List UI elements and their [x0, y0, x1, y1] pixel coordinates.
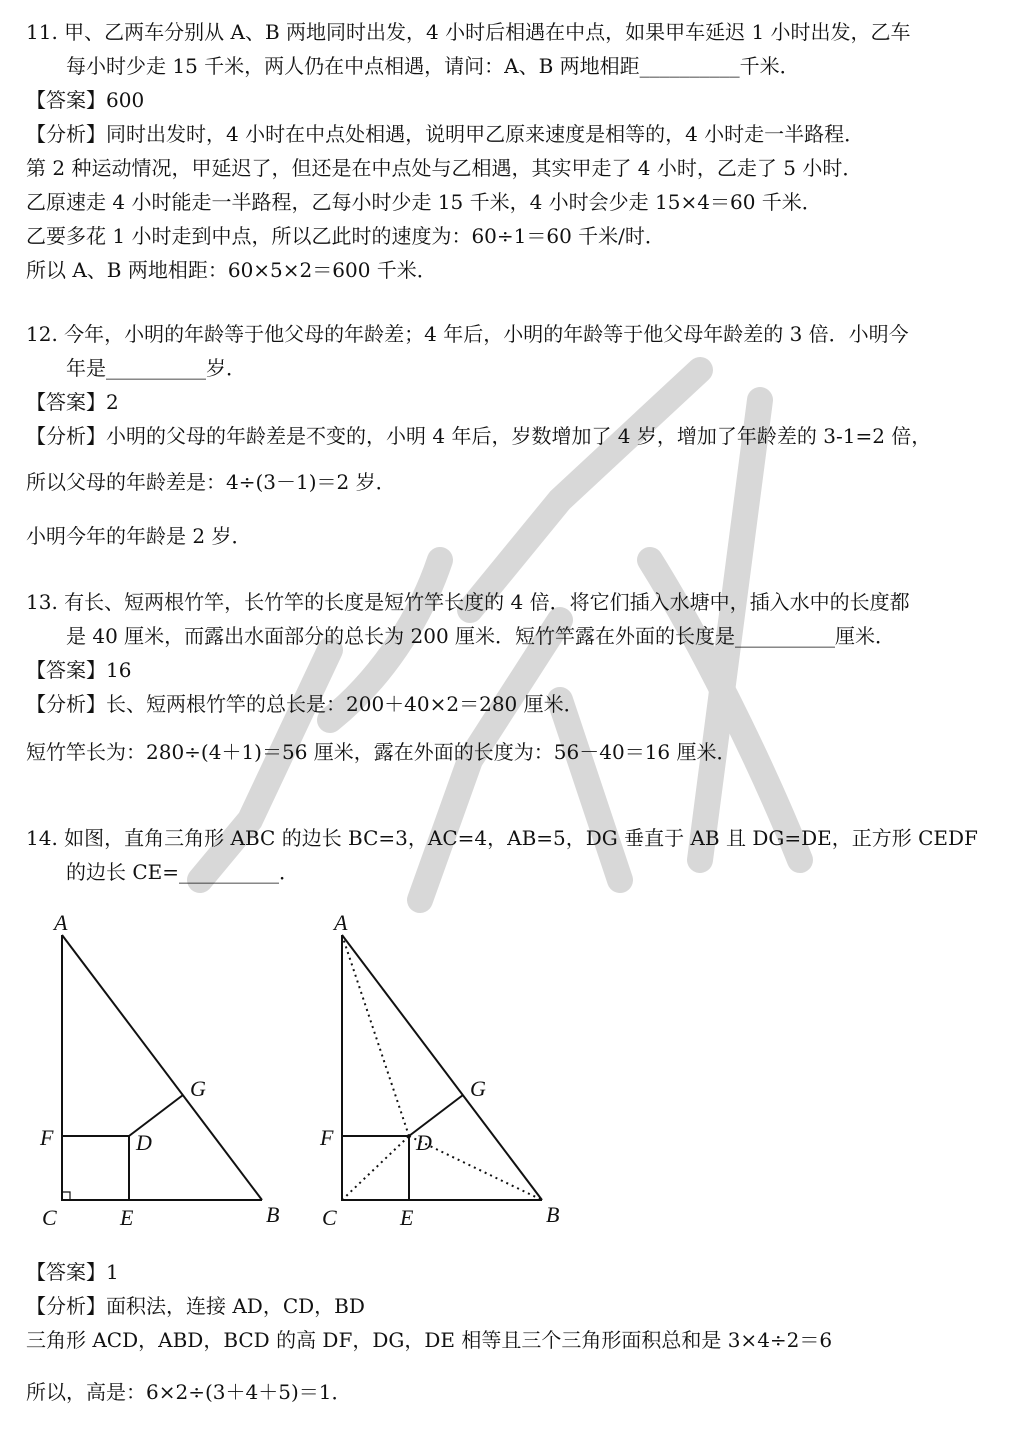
fig1-label-d: D — [136, 1130, 152, 1155]
p11-analysis-line1: 【分析】同时出发时，4 小时在中点处相遇，说明甲乙原来速度是相等的，4 小时走一半路程． — [26, 122, 865, 146]
fig2-label-g: G — [470, 1076, 486, 1101]
p14-question-line1: 14. 如图，直角三角形 ABC 的边长 BC=3，AC=4，AB=5，DG 垂直于 AB 且 DG=DE，正方形 CEDF — [26, 826, 978, 850]
p12-analysis-line1: 【分析】小明的父母的年龄差是不变的，小明 4 年后，岁数增加了 4 岁，增加了年龄差的 3-1=2 倍， — [26, 424, 932, 448]
p12-analysis-line2: 所以父母的年龄差是：4÷(3－1)＝2 岁． — [26, 470, 396, 494]
p12-question-line2: 年是__________岁． — [66, 356, 246, 380]
fig2-label-e: E — [400, 1205, 414, 1230]
fig2-dotted-cd — [342, 1136, 409, 1200]
p14-question-line2: 的边长 CE=__________． — [66, 860, 300, 884]
figure-1 — [20, 900, 320, 1240]
p11-analysis-line4: 乙要多花 1 小时走到中点，所以乙此时的速度为：60÷1＝60 千米/时． — [26, 224, 665, 248]
fig1-label-a: A — [54, 910, 68, 935]
fig2-label-c: C — [322, 1205, 337, 1230]
fig2-side-ab — [342, 935, 542, 1200]
fig1-side-ab — [62, 935, 262, 1200]
fig2-label-d: D — [416, 1130, 432, 1155]
p11-question-line2: 每小时少走 15 千米，两人仍在中点相遇，请问：A、B 两地相距__________千米． — [66, 54, 800, 78]
fig1-right-angle-mark — [62, 1192, 70, 1200]
fig1-label-b: B — [266, 1202, 280, 1227]
fig1-label-c: C — [42, 1205, 57, 1230]
fig2-label-a: A — [334, 910, 348, 935]
p12-question-line1: 12. 今年，小明的年龄等于他父母的年龄差；4 年后，小明的年龄等于他父母年龄差的 3 倍．小明今 — [26, 322, 909, 346]
p11-analysis-line2: 第 2 种运动情况，甲延迟了，但还是在中点处与乙相遇，其实甲走了 4 小时，乙走了 5 小时． — [26, 156, 863, 180]
p11-answer: 【答案】600 — [26, 88, 145, 112]
p11-question-line1: 11. 甲、乙两车分别从 A、B 两地同时出发，4 小时后相遇在中点，如果甲车延迟 1 小时出发，乙车 — [26, 20, 911, 44]
fig1-square-cedf — [62, 1136, 129, 1200]
p11-analysis-line5: 所以 A、B 两地相距：60×5×2＝600 千米． — [26, 258, 437, 282]
fig1-label-f: F — [40, 1125, 54, 1150]
p12-analysis-line3: 小明今年的年龄是 2 岁． — [26, 524, 252, 548]
fig1-label-g: G — [190, 1076, 206, 1101]
fig2-label-f: F — [320, 1125, 334, 1150]
p13-question-line1: 13. 有长、短两根竹竿，长竹竿的长度是短竹竿长度的 4 倍．将它们插入水塘中，插入水中的长度都 — [26, 590, 910, 614]
p14-analysis-line1: 【分析】面积法，连接 AD，CD，BD — [26, 1294, 365, 1318]
fig2-dotted-ad — [342, 935, 409, 1136]
fig2-label-b: B — [546, 1202, 560, 1227]
p13-answer: 【答案】16 — [26, 658, 132, 682]
fig1-label-e: E — [120, 1205, 134, 1230]
p14-analysis-line2: 三角形 ACD，ABD，BCD 的高 DF，DG，DE 相等且三个三角形面积总和是 3×4÷2＝6 — [26, 1328, 833, 1352]
p12-answer: 【答案】2 — [26, 390, 119, 414]
p14-analysis-line3: 所以，高是：6×2÷(3＋4＋5)＝1． — [26, 1380, 352, 1404]
p14-answer: 【答案】1 — [26, 1260, 119, 1284]
p13-question-line2: 是 40 厘米，而露出水面部分的总长为 200 厘米．短竹竿露在外面的长度是__________厘米． — [66, 624, 896, 648]
figure-2 — [300, 900, 600, 1240]
p11-analysis-line3: 乙原速走 4 小时能走一半路程，乙每小时少走 15 千米，4 小时会少走 15×4＝60 千米． — [26, 190, 822, 214]
p13-analysis-line2: 短竹竿长为：280÷(4＋1)＝56 厘米，露在外面的长度为：56－40＝16 厘米． — [26, 740, 737, 764]
p13-analysis-line1: 【分析】长、短两根竹竿的总长是：200＋40×2＝280 厘米． — [26, 692, 584, 716]
